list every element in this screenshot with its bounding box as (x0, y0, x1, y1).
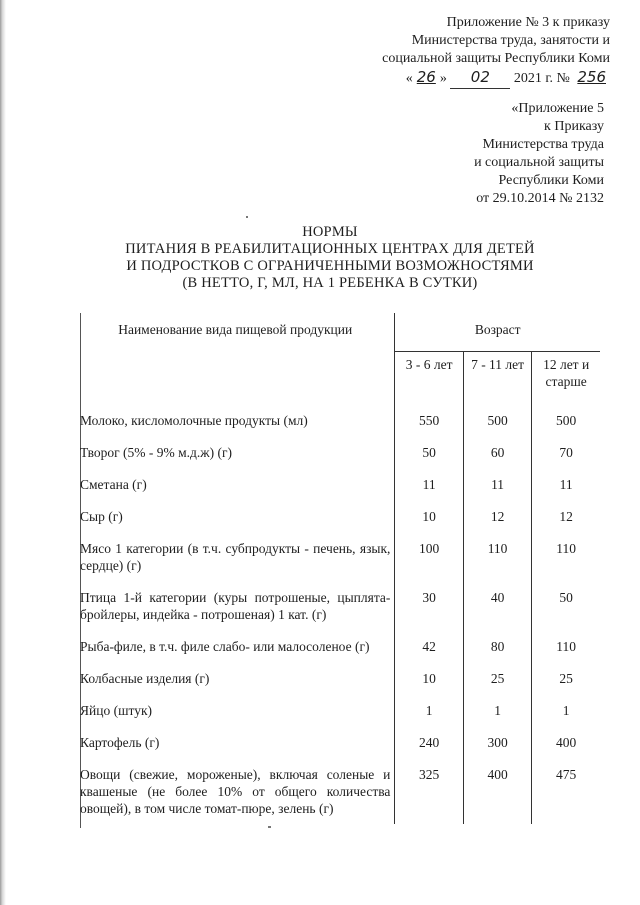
norm-value: 11 (395, 468, 463, 500)
order-appendix-line2: Министерства труда, занятости и (411, 33, 610, 48)
norm-value: 550 (395, 404, 463, 436)
norm-value: 325 (395, 758, 463, 824)
header-age-group: 7 - 11 лет (463, 352, 531, 405)
norm-value: 110 (556, 639, 577, 654)
prev-appendix-line4: и социальной защиты (474, 155, 604, 170)
table-row (80, 468, 600, 500)
norm-value: 30 (395, 581, 463, 630)
order-date-line (350, 68, 610, 89)
norm-value: 10 (395, 500, 463, 532)
norm-value: 25 (463, 662, 531, 694)
norm-value: 11 (559, 477, 573, 492)
norm-value: 240 (395, 726, 463, 758)
month-field (450, 68, 510, 89)
title-line3: И ПОДРОСТКОВ С ОГРАНИЧЕННЫМИ ВОЗМОЖНОСТЯМИ (126, 258, 534, 274)
product-name: Мясо 1 категории (в т.ч. субпродукты - печень, язык, сердце) (г) (80, 532, 395, 581)
handwritten-day: 26 (416, 68, 436, 86)
table-row (80, 436, 600, 468)
scan-speck (268, 826, 271, 828)
norm-value: 60 (463, 436, 531, 468)
scan-speck (246, 216, 248, 218)
norm-value: 1 (463, 694, 531, 726)
table-row (80, 404, 600, 436)
table-row (80, 694, 600, 726)
norm-value: 12 (463, 500, 531, 532)
norm-value: 11 (463, 468, 531, 500)
norm-value: 40 (463, 581, 531, 630)
date-close-quote: » (439, 71, 447, 86)
header-product-name: Наименование вида пищевой продукции (80, 313, 395, 404)
norm-value: 100 (395, 532, 463, 581)
norm-value: 10 (395, 662, 463, 694)
table-row (80, 581, 600, 630)
product-name: Птица 1-й категории (куры потрошеные, цыплята-бройлеры, индейка - потрошеная) 1 кат. (г) (80, 581, 395, 630)
table-row (80, 726, 600, 758)
order-appendix-line1: Приложение № 3 к приказу (446, 15, 610, 30)
norm-value: 50 (559, 590, 573, 605)
title-line1: НОРМЫ (302, 224, 358, 240)
order-appendix-header (350, 14, 610, 89)
header-age: Возраст (395, 313, 600, 352)
norm-value: 25 (559, 671, 573, 686)
table-row (80, 758, 600, 824)
prev-appendix-line1: «Приложение 5 (511, 101, 604, 116)
product-name: Творог (5% - 9% м.д.ж) (г) (80, 436, 395, 468)
table-row (80, 500, 600, 532)
header-age-group: 3 - 6 лет (395, 352, 463, 405)
header-age-group: 12 лет и старше (543, 357, 590, 389)
previous-appendix-header (364, 100, 604, 208)
date-open-quote: « (405, 71, 413, 86)
year-number-label: 2021 г. № (513, 71, 570, 86)
scan-edge-shadow (0, 0, 6, 905)
product-name: Сыр (г) (80, 500, 395, 532)
order-appendix-line3: социальной защиты Республики Коми (382, 51, 610, 66)
document-title (90, 224, 570, 292)
product-name: Молоко, кисломолочные продукты (мл) (80, 404, 395, 436)
norm-value: 475 (556, 767, 577, 782)
nutrition-norms-table (80, 313, 600, 824)
norm-value: 1 (395, 694, 463, 726)
norm-value: 500 (463, 404, 531, 436)
product-name: Картофель (г) (80, 726, 395, 758)
norm-value: 80 (463, 630, 531, 662)
table-row (80, 630, 600, 662)
title-line2: ПИТАНИЯ В РЕАБИЛИТАЦИОННЫХ ЦЕНТРАХ ДЛЯ ДЕТЕЙ (125, 241, 535, 257)
norm-value: 400 (463, 758, 531, 824)
norm-value: 110 (463, 532, 531, 581)
product-name: Овощи (свежие, мороженые), включая соленые и квашеные (не более 10% от общего количества овощей), в том числе томат-пюре, зелень (г) (80, 758, 395, 824)
norm-value: 400 (556, 735, 577, 750)
norm-value: 500 (556, 413, 577, 428)
table-row (80, 662, 600, 694)
norm-value: 1 (562, 703, 570, 718)
norm-value: 50 (395, 436, 463, 468)
norm-value: 300 (463, 726, 531, 758)
prev-appendix-line5: Республики Коми (498, 173, 604, 188)
product-name: Яйцо (штук) (80, 694, 395, 726)
handwritten-month: 02 (470, 68, 490, 86)
norm-value: 70 (559, 445, 573, 460)
table-row (80, 532, 600, 581)
title-line4: (В НЕТТО, Г, МЛ, НА 1 РЕБЕНКА В СУТКИ) (182, 275, 478, 291)
handwritten-order-number: 256 (577, 68, 606, 86)
product-name: Сметана (г) (80, 468, 395, 500)
norm-value: 110 (556, 541, 577, 556)
norm-value: 12 (559, 509, 573, 524)
product-name: Рыба-филе, в т.ч. филе слабо- или малосоленое (г) (80, 630, 395, 662)
norm-value: 42 (395, 630, 463, 662)
table-header-row (80, 313, 600, 352)
prev-appendix-line6: от 29.10.2014 № 2132 (476, 191, 604, 206)
prev-appendix-line3: Министерства труда (482, 137, 604, 152)
product-name: Колбасные изделия (г) (80, 662, 395, 694)
prev-appendix-line2: к Приказу (544, 119, 604, 134)
